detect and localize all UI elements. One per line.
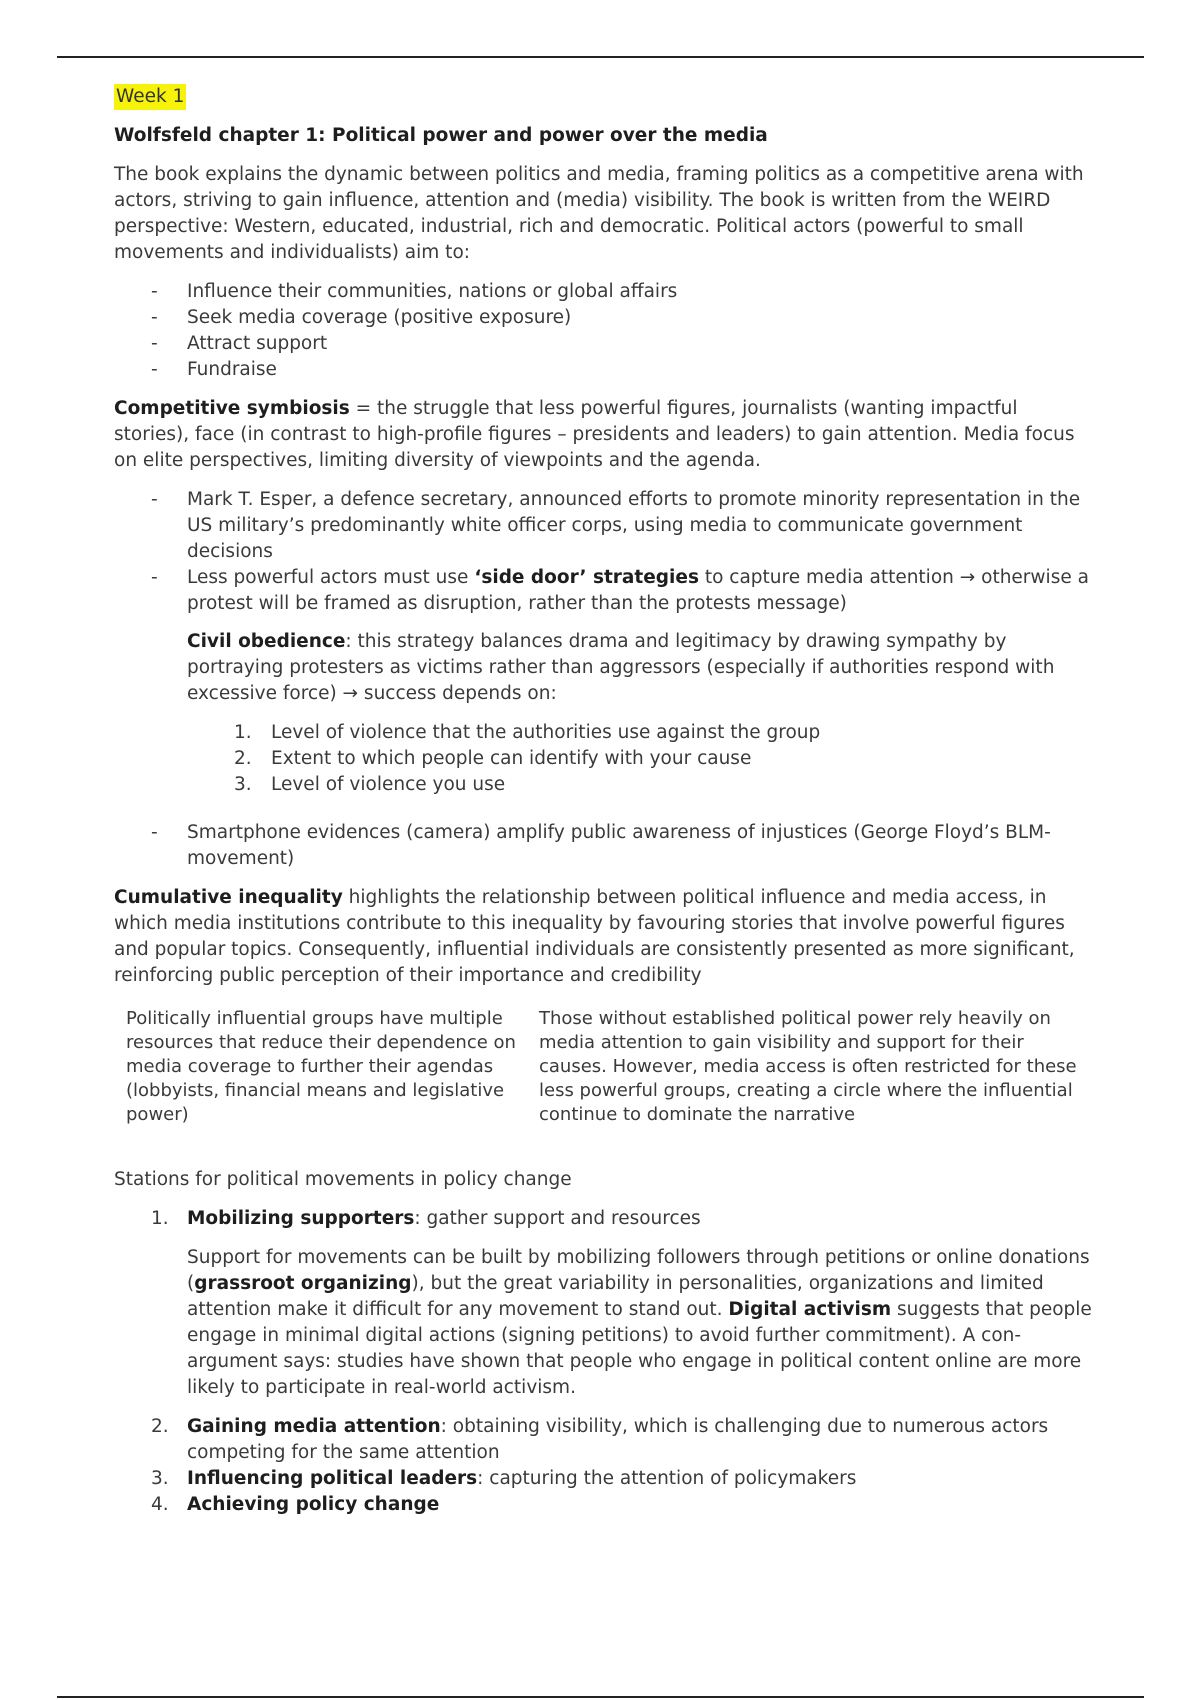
dash-bullet: -	[151, 567, 158, 588]
list-number: 2.	[234, 748, 252, 769]
list-item	[114, 565, 1094, 617]
step-text: : gather support and resources	[414, 1208, 701, 1229]
document-body	[114, 84, 1094, 1531]
aims-list	[114, 279, 1094, 383]
success-factors-list	[114, 720, 1094, 798]
stations-list-step1	[114, 1206, 1094, 1232]
list-item	[114, 772, 1094, 798]
aim-text: Attract support	[187, 333, 328, 354]
intro-paragraph: The book explains the dynamic between politics and media, framing politics as a competitive arena with actors, striving to gain influence, attention and (media) visibility. The book is written from the WEIRD perspective: Western, educated, industrial, rich and democratic. Political actors (powerful to small movements and individualists) aim to:	[114, 164, 1084, 263]
smartphone-text: Smartphone evidences (camera) amplify public awareness of injustices (George Floyd’s BLM-movement)	[187, 822, 1051, 869]
list-number: 3.	[151, 1468, 169, 1489]
grassroot-organizing-term: grassroot organizing	[194, 1273, 412, 1294]
detail-text: Support for movements can be built by mobilizing followers through petitions or online donations (	[187, 1247, 1090, 1294]
list-item	[114, 1206, 1094, 1232]
top-rule	[57, 56, 1144, 58]
list-number: 2.	[151, 1416, 169, 1437]
aim-text: Influence their communities, nations or global affairs	[187, 281, 678, 302]
influential-groups-cell: Politically influential groups have multiple resources that reduce their dependence on media coverage to further their agendas (lobbyists, financial means and legislative power)	[126, 1008, 516, 1125]
mobilizing-detail-paragraph	[187, 1245, 1094, 1401]
less-powerful-groups-cell: Those without established political power rely heavily on media attention to gain visibility and support for their causes. However, media access is often restricted for these less powerful groups, creating a circle where the influential continue to dominate the narrative	[539, 1008, 1077, 1125]
list-item	[114, 1414, 1094, 1466]
stations-heading: Stations for political movements in policy change	[114, 1169, 572, 1190]
list-number: 1.	[234, 722, 252, 743]
step-term: Influencing political leaders	[187, 1468, 478, 1489]
list-item	[114, 820, 1094, 872]
side-door-term: ‘side door’ strategies	[474, 567, 699, 588]
step-term: Mobilizing supporters	[187, 1208, 415, 1229]
civil-obedience-term: Civil obedience	[187, 631, 346, 652]
competitive-symbiosis-term: Competitive symbiosis	[114, 398, 350, 419]
step-term: Gaining media attention	[187, 1416, 441, 1437]
list-number: 1.	[151, 1208, 169, 1229]
competitive-symbiosis-text: = the struggle that less powerful figures, journalists (wanting impactful stories), face (in contrast to high-profile figures – presidents and leaders) to gain attention. Media focus on elite perspectives, limiting diversity of viewpoints and the agenda.	[114, 398, 1075, 471]
list-number: 3.	[234, 774, 252, 795]
comparison-table	[126, 1007, 1094, 1127]
dash-bullet: -	[151, 359, 158, 380]
dash-bullet: -	[151, 281, 158, 302]
list-item	[114, 357, 1094, 383]
step-term: Achieving policy change	[187, 1494, 440, 1515]
detail-text: suggests that people engage in minimal digital actions (signing petitions) to avoid further commitment). A con-argument says: studies have shown that people who engage in political content online are more likely to participate in real-world activism.	[187, 1299, 1092, 1398]
detail-text: ), but the great variability in personalities, organizations and limited attention make it difficult for any movement to stand out.	[187, 1273, 1044, 1320]
factor-text: Level of violence that the authorities use against the group	[271, 722, 821, 743]
step-text: : obtaining visibility, which is challenging due to numerous actors competing for the same attention	[187, 1416, 1049, 1463]
competitive-list	[114, 487, 1094, 617]
cumulative-inequality-text: highlights the relationship between political influence and media access, in which media institutions contribute to this inequality by favouring stories that involve powerful figures and popular topics. Consequently, influential individuals are consistently presented as more significant, reinforcing public perception of their importance and credibility	[114, 887, 1075, 986]
aim-text: Seek media coverage (positive exposure)	[187, 307, 572, 328]
smartphone-list	[114, 820, 1094, 872]
step-text: : capturing the attention of policymakers	[477, 1468, 857, 1489]
list-item	[114, 746, 1094, 772]
cumulative-inequality-term: Cumulative inequality	[114, 887, 343, 908]
dash-bullet: -	[151, 307, 158, 328]
aim-text: Fundraise	[187, 359, 277, 380]
cumulative-inequality-paragraph	[114, 885, 1094, 989]
dash-bullet: -	[151, 333, 158, 354]
civil-obedience-text: : this strategy balances drama and legitimacy by drawing sympathy by portraying protesters as victims rather than aggressors (especially if authorities respond with excessive force) → success depends on:	[187, 631, 1055, 704]
factor-text: Level of violence you use	[271, 774, 506, 795]
bottom-rule	[57, 1696, 1144, 1698]
list-item	[114, 1492, 1094, 1518]
competitive-symbiosis-paragraph	[114, 396, 1094, 474]
esper-text: Mark T. Esper, a defence secretary, announced efforts to promote minority representation in the US military’s predominantly white officer corps, using media to communicate government decisions	[187, 489, 1081, 562]
dash-bullet: -	[151, 822, 158, 843]
side-door-text-pre: Less powerful actors must use	[187, 567, 475, 588]
list-item	[114, 279, 1094, 305]
chapter-heading: Wolfsfeld chapter 1: Political power and power over the media	[114, 125, 768, 146]
list-item	[114, 487, 1094, 565]
side-door-text-post: to capture media attention → otherwise a protest will be framed as disruption, rather than the protests message)	[187, 567, 1089, 614]
civil-obedience-paragraph	[187, 629, 1094, 707]
list-item	[114, 720, 1094, 746]
stations-list-rest	[114, 1414, 1094, 1518]
list-item	[114, 331, 1094, 357]
dash-bullet: -	[151, 489, 158, 510]
factor-text: Extent to which people can identify with your cause	[271, 748, 752, 769]
list-item	[114, 1466, 1094, 1492]
week-label: Week 1	[114, 84, 186, 110]
list-item	[114, 305, 1094, 331]
digital-activism-term: Digital activism	[728, 1299, 892, 1320]
list-number: 4.	[151, 1494, 169, 1515]
